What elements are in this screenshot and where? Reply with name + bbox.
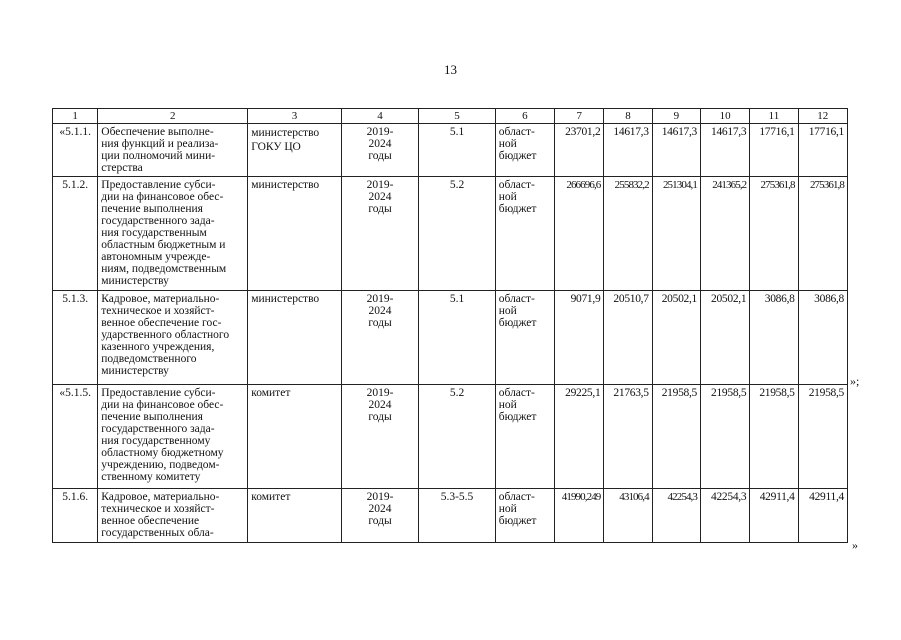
row-period: 2019- 2024 годы	[341, 385, 418, 489]
row-name: Кадровое, материально- техническое и хозяйст- венное обеспечение гос- ударственного областного казенного учреждения, подведомственного министерству	[98, 291, 248, 385]
row-value: 17716,1	[798, 124, 847, 177]
row-value: 21958,5	[750, 385, 798, 489]
budget-table	[52, 108, 848, 543]
row-code: 5.1.3.	[53, 291, 98, 385]
header-cell: 12	[798, 109, 847, 124]
row-ref: 5.1	[419, 291, 495, 385]
row-ref: 5.2	[419, 385, 495, 489]
header-cell: 10	[701, 109, 750, 124]
closing-quote: »;	[850, 374, 860, 388]
row-code: 5.1.2.	[53, 177, 98, 291]
row-code: «5.1.5.	[53, 385, 98, 489]
row-value: 21763,5	[604, 385, 652, 489]
row-name: Обеспечение выполне- ния функций и реализа- ции полномочий мини- стерства	[98, 124, 248, 177]
row-source: област- ной бюджет	[495, 385, 554, 489]
row-value: 29225,1	[555, 385, 604, 489]
row-value: 21958,5	[701, 385, 750, 489]
row-code: «5.1.1.	[53, 124, 98, 177]
header-cell: 8	[604, 109, 652, 124]
header-cell: 6	[495, 109, 554, 124]
row-value: 9071,9	[555, 291, 604, 385]
row-value: 255832,2	[604, 177, 652, 291]
table-row	[53, 489, 848, 543]
header-cell: 9	[652, 109, 700, 124]
row-value: 41990,249	[555, 489, 604, 543]
row-executor: комитет	[248, 489, 342, 543]
row-value: 42254,3	[652, 489, 700, 543]
header-cell: 7	[555, 109, 604, 124]
row-value: 20502,1	[701, 291, 750, 385]
header-cell: 5	[419, 109, 495, 124]
row-source: област- ной бюджет	[495, 124, 554, 177]
row-executor: комитет	[248, 385, 342, 489]
page-number: 13	[444, 62, 457, 77]
row-value: 3086,8	[798, 291, 847, 385]
table-row	[53, 177, 848, 291]
table-row	[53, 291, 848, 385]
row-period: 2019- 2024 годы	[341, 177, 418, 291]
row-source: област- ной бюджет	[495, 489, 554, 543]
row-name: Предоставление субси- дии на финансовое обес- печение выполнения государственного зада- ния государственному областному бюджетному учреждению, подведом- ственному комитету	[98, 385, 248, 489]
row-value: 17716,1	[750, 124, 798, 177]
row-value: 275361,8	[798, 177, 847, 291]
row-source: област- ной бюджет	[495, 291, 554, 385]
row-period: 2019- 2024 годы	[341, 489, 418, 543]
header-row	[53, 109, 848, 124]
row-value: 42911,4	[798, 489, 847, 543]
row-value: 241365,2	[701, 177, 750, 291]
row-ref: 5.3-5.5	[419, 489, 495, 543]
row-value: 20502,1	[652, 291, 700, 385]
header-cell: 11	[750, 109, 798, 124]
row-name: Предоставление субси- дии на финансовое обес- печение выполнения государственного зада- ния государственным областным бюджетным и автономным учрежде- ниям, подведомственным министерству	[98, 177, 248, 291]
row-value: 3086,8	[750, 291, 798, 385]
row-value: 14617,3	[701, 124, 750, 177]
table-row	[53, 124, 848, 177]
table-row	[53, 385, 848, 489]
row-period: 2019- 2024 годы	[341, 124, 418, 177]
header-cell: 4	[341, 109, 418, 124]
header-cell: 3	[248, 109, 342, 124]
row-name: Кадровое, материально- техническое и хозяйст- венное обеспечение государственных обла-	[98, 489, 248, 543]
row-value: 14617,3	[604, 124, 652, 177]
row-value: 21958,5	[798, 385, 847, 489]
closing-quote: »	[852, 538, 858, 552]
row-executor: министерство	[248, 291, 342, 385]
row-ref: 5.2	[419, 177, 495, 291]
row-source: област- ной бюджет	[495, 177, 554, 291]
header-cell: 1	[53, 109, 98, 124]
row-executor: министерство	[248, 177, 342, 291]
row-value: 42911,4	[750, 489, 798, 543]
row-value: 275361,8	[750, 177, 798, 291]
row-value: 266696,6	[555, 177, 604, 291]
row-code: 5.1.6.	[53, 489, 98, 543]
row-executor: министерство ГОКУ ЦО	[248, 124, 342, 177]
row-value: 251304,1	[652, 177, 700, 291]
row-value: 21958,5	[652, 385, 700, 489]
row-ref: 5.1	[419, 124, 495, 177]
row-value: 14617,3	[652, 124, 700, 177]
row-value: 23701,2	[555, 124, 604, 177]
row-value: 43106,4	[604, 489, 652, 543]
header-cell: 2	[98, 109, 248, 124]
row-period: 2019- 2024 годы	[341, 291, 418, 385]
row-value: 20510,7	[604, 291, 652, 385]
row-value: 42254,3	[701, 489, 750, 543]
